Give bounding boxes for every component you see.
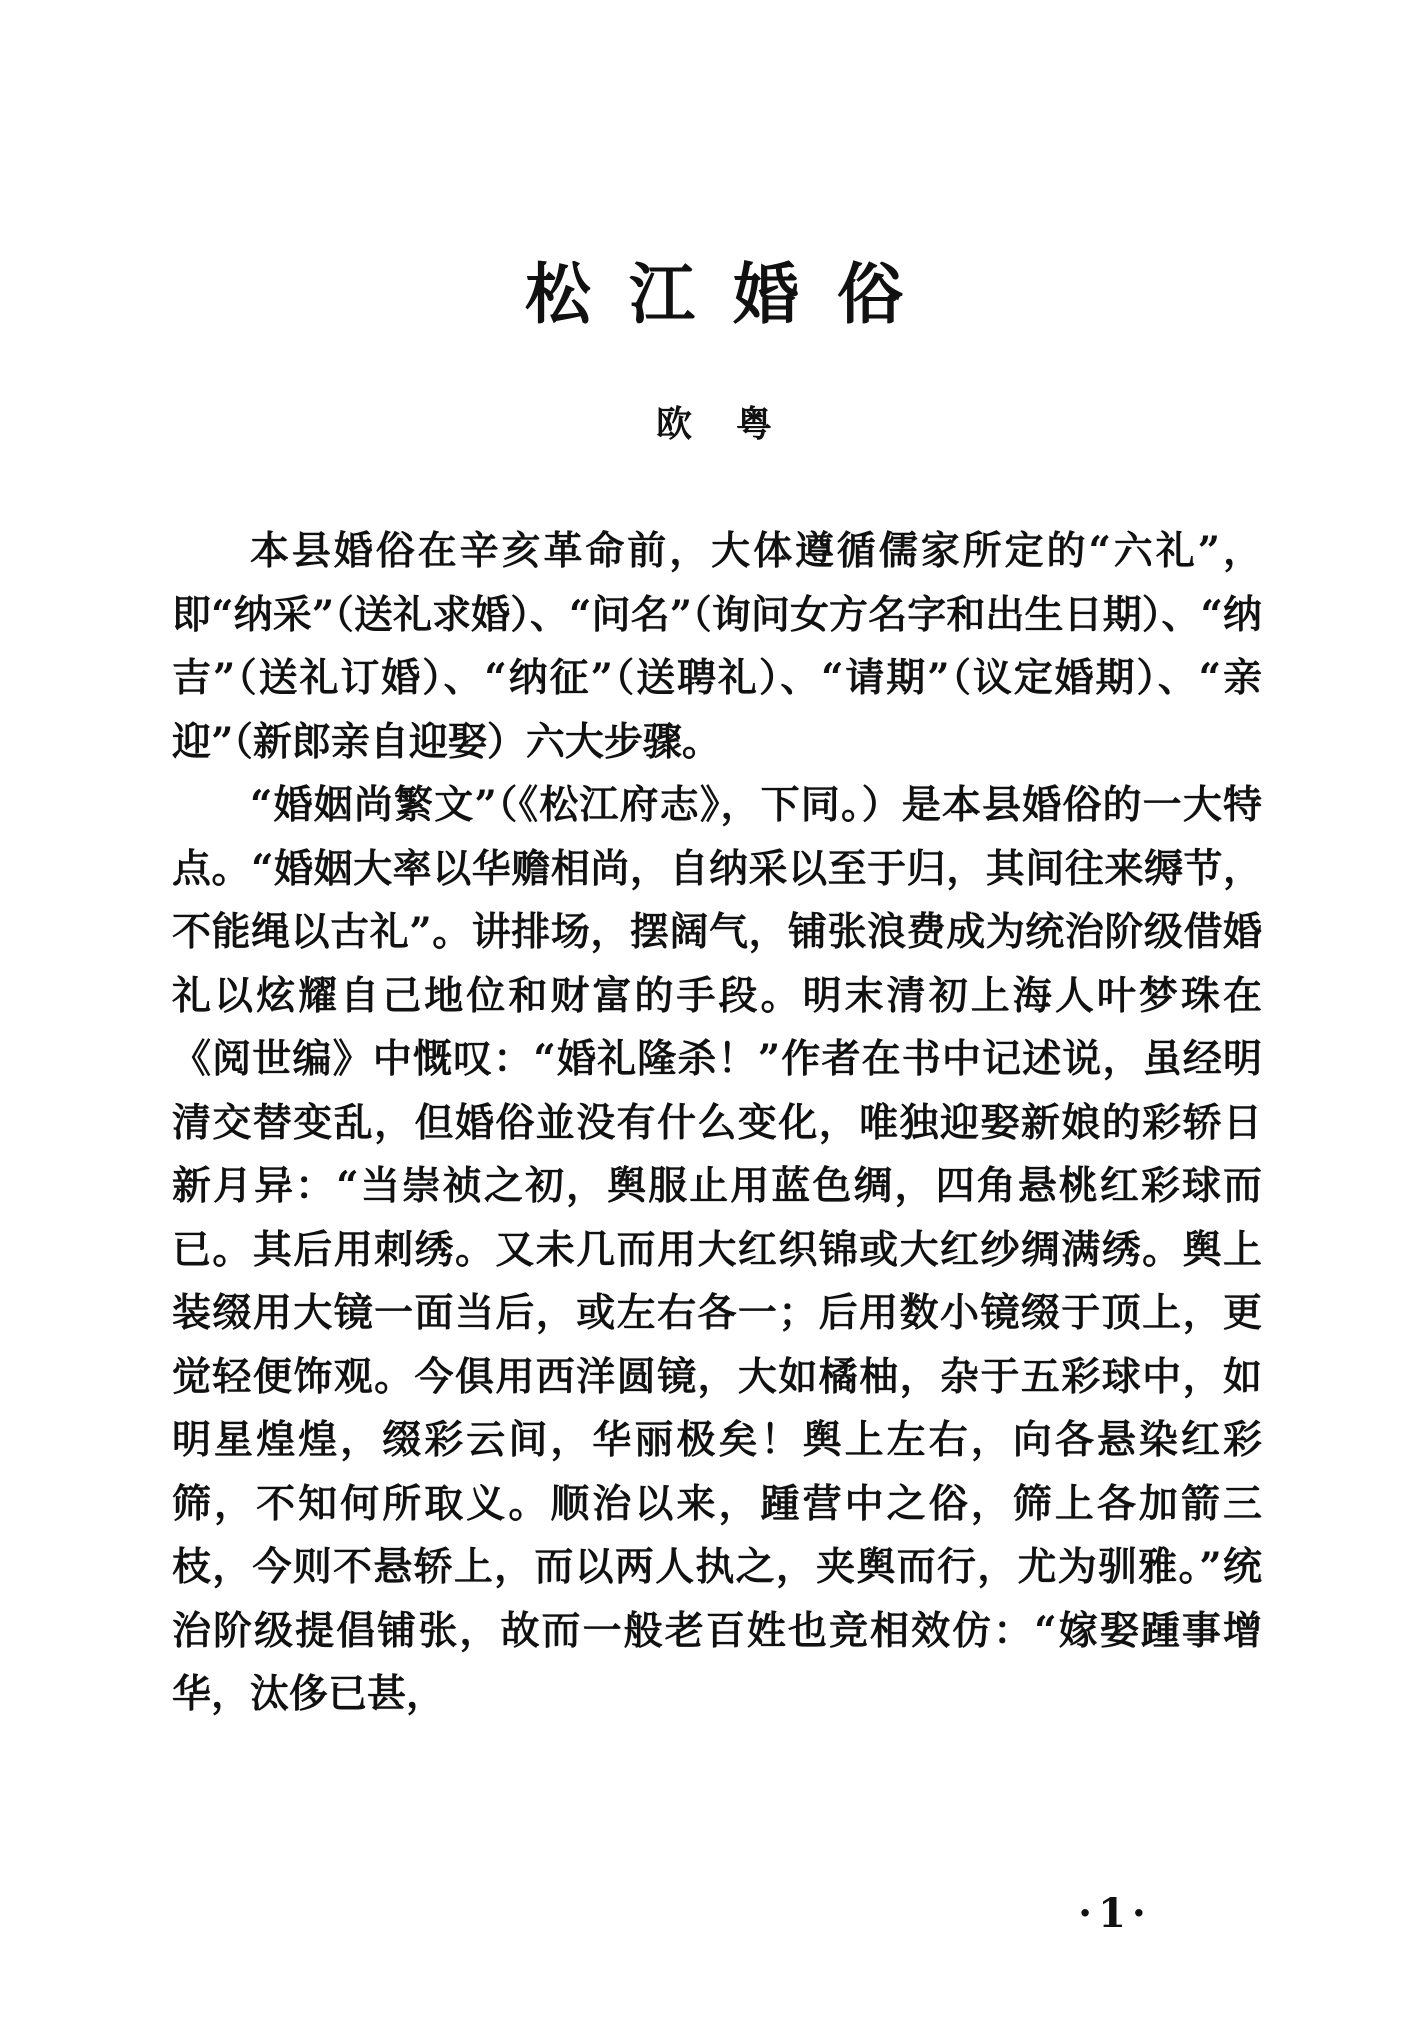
paragraph: 本县婚俗在辛亥革命前，大体遵循儒家所定的“六礼”，即“纳采”（送礼求婚）、“问名”（询问女方名字和出生日期）、“纳吉”（送礼订婚）、“纳征”（送聘礼）、“请期”（议定婚期）、“亲迎”（新郎亲自迎娶）六大步骤。 xyxy=(172,528,1262,765)
author-name: 欧粤 xyxy=(655,403,816,445)
page-number: ·1· xyxy=(1078,1890,1152,1937)
paragraph: “婚姻尚繁文”（《松江府志》，下同。）是本县婚俗的一大特点。“婚姻大率以华赡相尚，自纳采以至于归，其间往来缛节，不能绳以古礼”。讲排场，摆阔气，铺张浪费成为统治阶级借婚礼以炫耀自己地位和财富的手段。明末清初上海人叶梦珠在《阅世编》中慨叹：“婚礼隆杀！”作者在书中记述说，虽经明清交替变乱，但婚俗並没有什么变化，唯独迎娶新娘的彩轿日新月异：“当崇祯之初，舆服止用蓝色绸，四角悬桃红彩球而已。其后用刺绣。又未几而用大红织锦或大红纱绸满绣。舆上装缀用大镜一面当后，或左右各一；后用数小镜缀于顶上，更觉轻便饰观。今俱用西洋圆镜，大如橘柚，杂于五彩球中，如明星煌煌，缀彩云间，华丽极矣！舆上左右，向各悬染红彩筛，不知何所取义。顺治以来，踵营中之俗，筛上各加箭三枝，今则不悬轿上，而以两人执之，夹舆而行，尤为驯雅。”统治阶级提倡铺张，故而一般老百姓也竞相效仿：“嫁娶踵事增华，汰侈已甚， xyxy=(172,782,1262,1717)
article-body xyxy=(172,520,1262,1727)
article-title: 松江婚俗 xyxy=(525,255,941,333)
